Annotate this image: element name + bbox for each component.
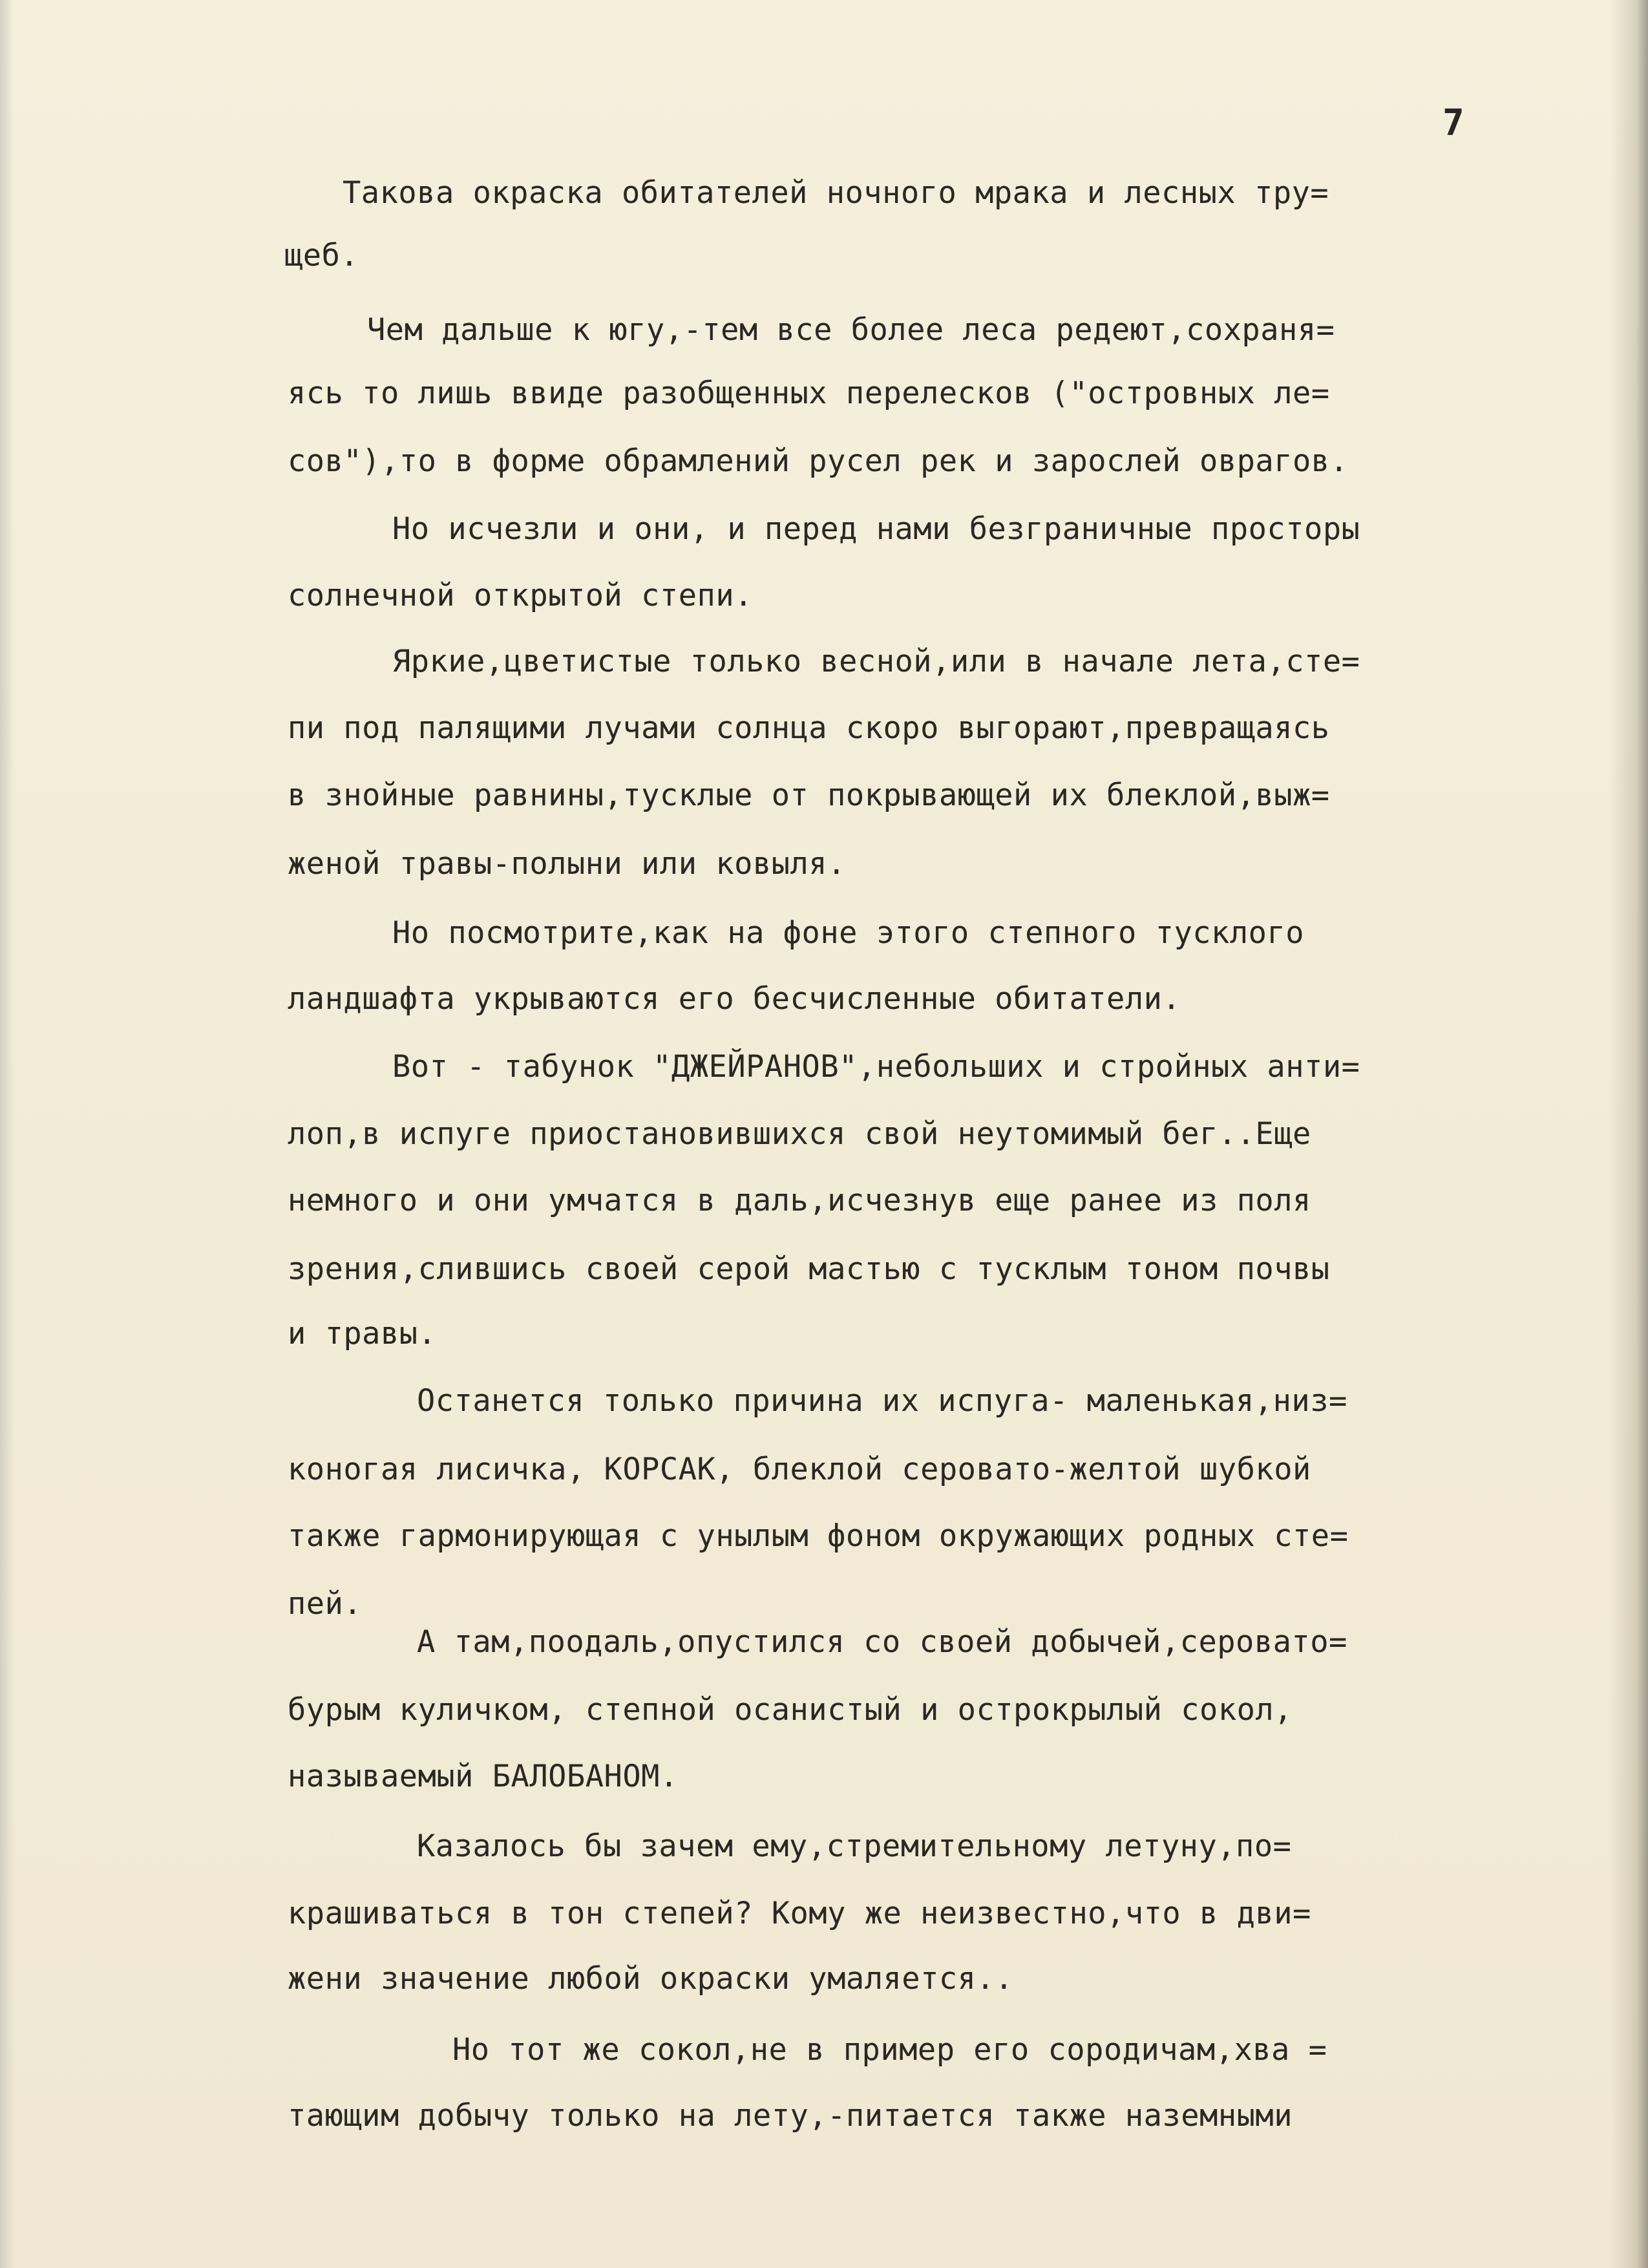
text-line: в знойные равнины,тусклые от покрывающей их блеклой,выж= <box>288 778 1330 813</box>
text-line: Казалось бы зачем ему,стремительному летуну,по= <box>417 1828 1292 1864</box>
text-line: пей. <box>288 1586 363 1622</box>
text-line: и травы. <box>288 1316 437 1351</box>
text-line: крашиваться в тон степей? Кому же неизвестно,что в дви= <box>288 1896 1311 1931</box>
paper-right-edge-shadow <box>1609 0 1648 2268</box>
text-line: Яркие,цветистые только весной,или в начале лета,сте= <box>392 644 1360 679</box>
text-line: ясь то лишь ввиде разобщенных перелесков ("островных ле= <box>288 376 1330 411</box>
text-line: Вот - табунок "ДЖЕЙРАНОВ",небольших и стройных анти= <box>392 1049 1360 1085</box>
text-line: женой травы-полыни или ковыля. <box>288 846 846 882</box>
text-line: А там,поодаль,опустился со своей добычей,серовато= <box>417 1624 1347 1660</box>
page-number: 7 <box>1442 102 1464 144</box>
text-line: называемый БАЛОБАНОМ. <box>288 1759 679 1794</box>
text-line: Останется только причина их испуга- маленькая,низ= <box>417 1383 1347 1419</box>
text-line: Но тот же сокол,не в пример его сородичам,хва = <box>452 2032 1327 2068</box>
text-line: зрения,слившись своей серой мастью с тусклым тоном почвы <box>288 1251 1330 1287</box>
text-line: ландшафта укрываются его бесчисленные обитатели. <box>288 981 1181 1017</box>
text-line: коногая лисичка, КОРСАК, блеклой серовато-желтой шубкой <box>288 1452 1311 1487</box>
text-line: тающим добычу только на лету,-питается также наземными <box>288 2098 1293 2134</box>
text-line: Такова окраска обитателей ночного мрака и лесных тру= <box>343 175 1329 211</box>
text-line: солнечной открытой степи. <box>288 578 753 613</box>
text-line: Но исчезли и они, и перед нами безграничные просторы <box>392 511 1360 547</box>
text-line: сов"),то в форме обрамлений русел рек и зарослей оврагов. <box>288 443 1349 479</box>
text-line: лоп,в испуге приостановившихся свой неутомимый бег..Еще <box>288 1116 1311 1152</box>
text-line: жени значение любой окраски умаляется.. <box>288 1961 1014 1997</box>
text-line: Но посмотрите,как на фоне этого степного тусклого <box>392 915 1305 951</box>
text-line: щеб. <box>284 238 359 273</box>
text-line: пи под палящими лучами солнца скоро выгорают,превращаясь <box>288 710 1330 746</box>
text-line: также гармонирующая с унылым фоном окружающих родных сте= <box>288 1518 1349 1554</box>
text-line: немного и они умчатся в даль,исчезнув еще ранее из поля <box>288 1183 1311 1218</box>
paper-left-edge <box>0 0 14 2268</box>
text-line: Чем дальше к югу,-тем все более леса редеют,сохраня= <box>367 312 1335 348</box>
text-line: бурым куличком, степной осанистый и острокрылый сокол, <box>288 1692 1293 1728</box>
